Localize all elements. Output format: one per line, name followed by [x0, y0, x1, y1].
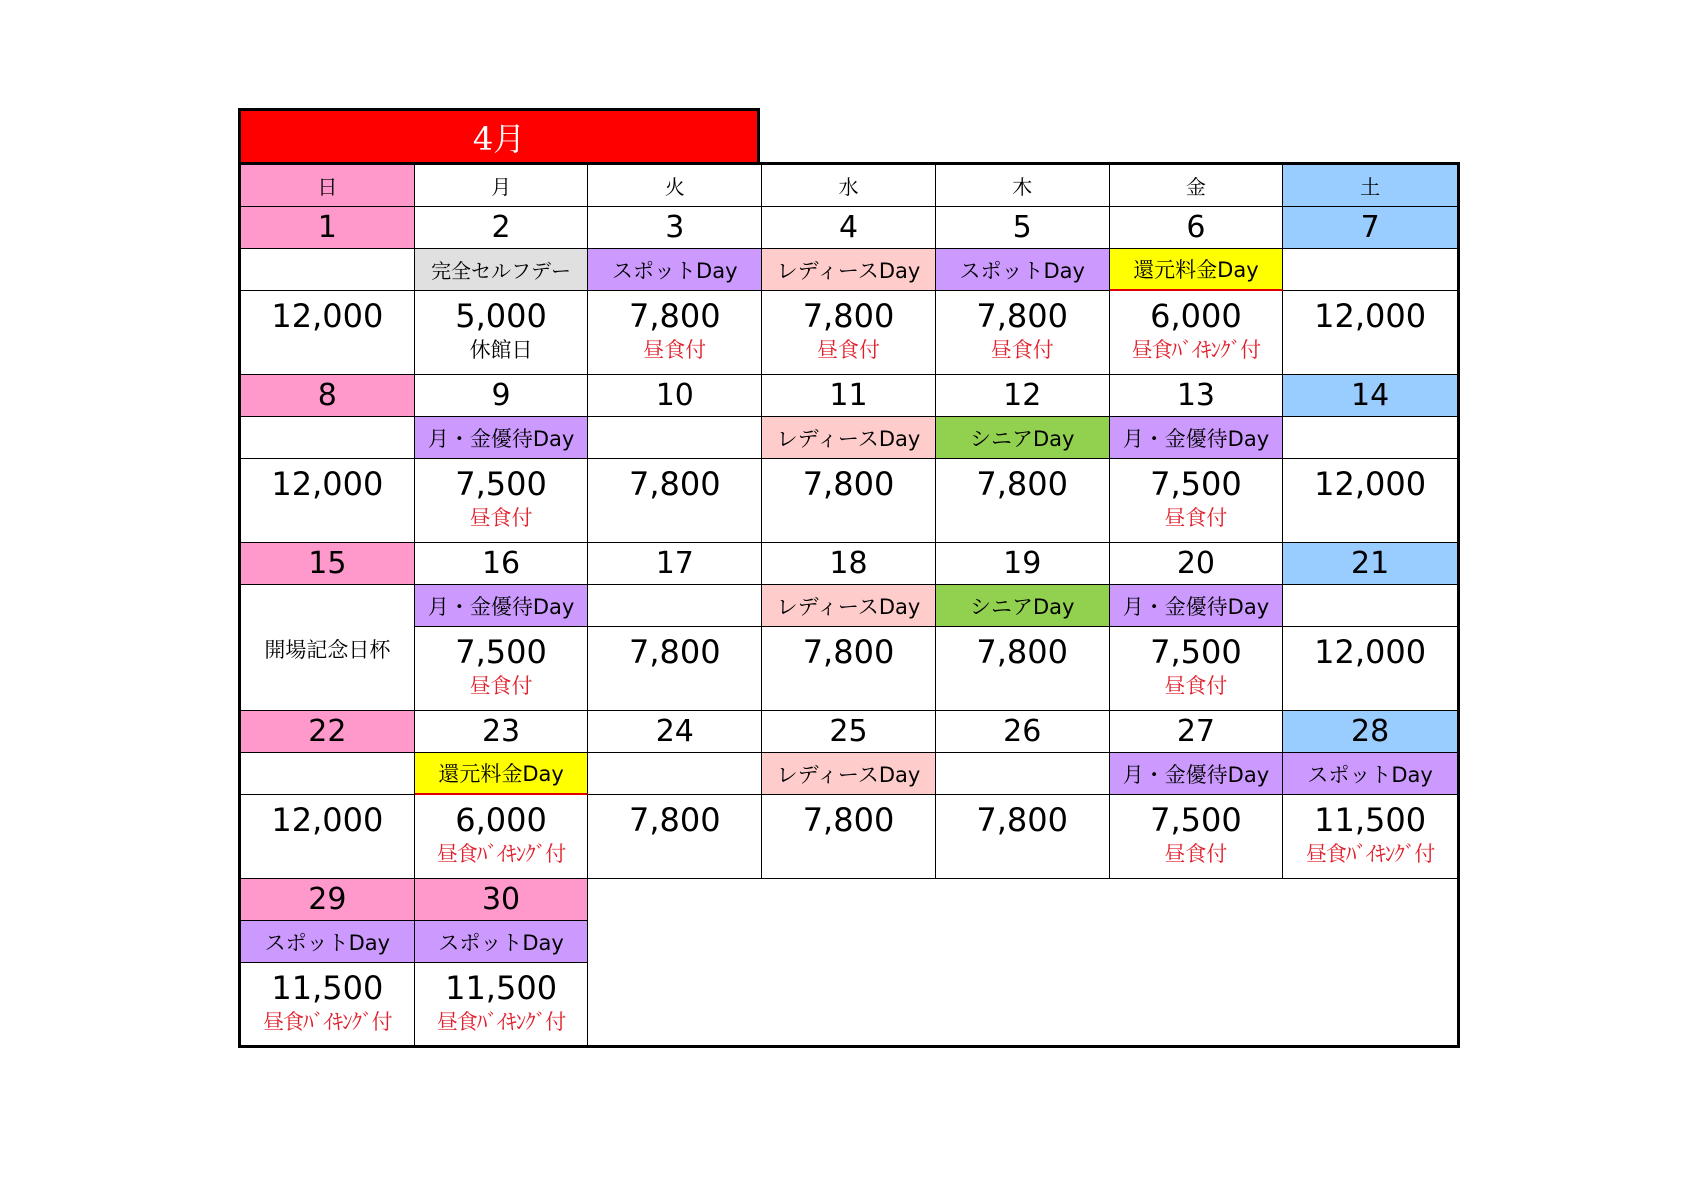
price-cell-14 [1283, 459, 1457, 543]
empty-cell [936, 879, 1110, 921]
price-28: 11,500 [1314, 801, 1427, 839]
label-26 [936, 753, 1110, 795]
calendar-grid [241, 165, 1457, 1045]
price-cell-8 [241, 459, 415, 543]
weekday-wed: 水 [762, 165, 936, 207]
label-5: スポットDay [936, 249, 1110, 291]
label-19: シニアDay [936, 585, 1110, 627]
label-23: 還元料金Day [415, 753, 589, 795]
date-19: 19 [936, 543, 1110, 585]
empty-cell [1110, 921, 1284, 963]
price-cell-10 [588, 459, 762, 543]
price-cell-24 [588, 795, 762, 879]
note-4: 昼食付 [816, 338, 880, 362]
label-1 [241, 249, 415, 291]
label-2: 完全セルフデー [415, 249, 589, 291]
label-11: レディースDay [762, 417, 936, 459]
date-7: 7 [1283, 207, 1457, 249]
label-22 [241, 753, 415, 795]
date-24: 24 [588, 711, 762, 753]
price-cell-17 [588, 627, 762, 711]
empty-cell [1110, 963, 1284, 1047]
weekday-thu: 木 [936, 165, 1110, 207]
date-21: 21 [1283, 543, 1457, 585]
empty-cell [936, 921, 1110, 963]
label-7 [1283, 249, 1457, 291]
date-8: 8 [241, 375, 415, 417]
event-cell-15 [241, 585, 415, 711]
price-cell-1 [241, 291, 415, 375]
date-1: 1 [241, 207, 415, 249]
date-25: 25 [762, 711, 936, 753]
date-11: 11 [762, 375, 936, 417]
price-17: 7,800 [628, 633, 721, 671]
date-12: 12 [936, 375, 1110, 417]
date-17: 17 [588, 543, 762, 585]
price-3: 7,800 [628, 297, 721, 335]
empty-cell [1283, 963, 1457, 1047]
label-25: レディースDay [762, 753, 936, 795]
empty-cell [936, 963, 1110, 1047]
price-cell-30 [415, 963, 589, 1047]
price-cell-25 [762, 795, 936, 879]
price-2: 5,000 [455, 297, 547, 335]
date-27: 27 [1110, 711, 1284, 753]
price-6: 6,000 [1150, 297, 1242, 335]
price-24: 7,800 [628, 801, 721, 839]
date-6: 6 [1110, 207, 1284, 249]
weekday-sat: 土 [1283, 165, 1457, 207]
price-cell-29 [241, 963, 415, 1047]
label-6: 還元料金Day [1110, 249, 1284, 291]
date-16: 16 [415, 543, 589, 585]
price-cell-22 [241, 795, 415, 879]
price-10: 7,800 [628, 465, 721, 503]
price-cell-9 [415, 459, 589, 543]
label-8 [241, 417, 415, 459]
event-label-15: 開場記念日杯 [264, 637, 391, 662]
date-26: 26 [936, 711, 1110, 753]
price-11: 7,800 [802, 465, 895, 503]
price-22: 12,000 [271, 801, 384, 839]
price-cell-16 [415, 627, 589, 711]
price-cell-3 [588, 291, 762, 375]
note-16: 昼食付 [469, 674, 533, 698]
date-4: 4 [762, 207, 936, 249]
label-3: スポットDay [588, 249, 762, 291]
date-23: 23 [415, 711, 589, 753]
price-9: 7,500 [455, 465, 547, 503]
calendar-title-text: 4月 [472, 119, 526, 158]
label-29: スポットDay [241, 921, 415, 963]
date-15: 15 [241, 543, 415, 585]
note-28: 昼食ﾊﾞｲｷﾝｸﾞ付 [1305, 842, 1435, 866]
price-30: 11,500 [445, 969, 558, 1007]
label-9: 月・金優待Day [415, 417, 589, 459]
empty-cell [588, 963, 762, 1047]
price-1: 12,000 [271, 297, 384, 335]
price-23: 6,000 [455, 801, 547, 839]
date-28: 28 [1283, 711, 1457, 753]
date-3: 3 [588, 207, 762, 249]
price-20: 7,500 [1150, 633, 1242, 671]
date-18: 18 [762, 543, 936, 585]
label-13: 月・金優待Day [1110, 417, 1284, 459]
date-13: 13 [1110, 375, 1284, 417]
label-16: 月・金優待Day [415, 585, 589, 627]
calendar-title [238, 108, 760, 162]
label-14 [1283, 417, 1457, 459]
price-cell-21 [1283, 627, 1457, 711]
price-16: 7,500 [455, 633, 547, 671]
label-12: シニアDay [936, 417, 1110, 459]
date-2: 2 [415, 207, 589, 249]
note-3: 昼食付 [643, 338, 707, 362]
note-5: 昼食付 [990, 338, 1054, 362]
price-cell-12 [936, 459, 1110, 543]
price-cell-27 [1110, 795, 1284, 879]
price-cell-28 [1283, 795, 1457, 879]
date-22: 22 [241, 711, 415, 753]
weekday-mon: 月 [415, 165, 589, 207]
price-21: 12,000 [1314, 633, 1427, 671]
price-14: 12,000 [1314, 465, 1427, 503]
note-20: 昼食付 [1164, 674, 1228, 698]
note-9: 昼食付 [469, 506, 533, 530]
price-19: 7,800 [976, 633, 1068, 671]
label-30: スポットDay [415, 921, 589, 963]
price-13: 7,500 [1150, 465, 1242, 503]
price-cell-4 [762, 291, 936, 375]
price-cell-2 [415, 291, 589, 375]
price-cell-5 [936, 291, 1110, 375]
price-cell-18 [762, 627, 936, 711]
date-9: 9 [415, 375, 589, 417]
price-4: 7,800 [802, 297, 895, 335]
label-21 [1283, 585, 1457, 627]
price-cell-6 [1110, 291, 1284, 375]
date-5: 5 [936, 207, 1110, 249]
note-27: 昼食付 [1164, 842, 1228, 866]
note-6: 昼食ﾊﾞｲｷﾝｸﾞ付 [1131, 338, 1261, 362]
price-cell-11 [762, 459, 936, 543]
price-5: 7,800 [976, 297, 1068, 335]
note-29: 昼食ﾊﾞｲｷﾝｸﾞ付 [263, 1010, 392, 1034]
label-27: 月・金優待Day [1110, 753, 1284, 795]
price-cell-26 [936, 795, 1110, 879]
price-12: 7,800 [976, 465, 1068, 503]
empty-cell [762, 921, 936, 963]
price-26: 7,800 [976, 801, 1068, 839]
weekday-tue: 火 [588, 165, 762, 207]
price-25: 7,800 [802, 801, 895, 839]
date-29: 29 [241, 879, 415, 921]
label-4: レディースDay [762, 249, 936, 291]
label-17 [588, 585, 762, 627]
price-18: 7,800 [802, 633, 895, 671]
label-18: レディースDay [762, 585, 936, 627]
price-27: 7,500 [1150, 801, 1242, 839]
price-8: 12,000 [271, 465, 384, 503]
price-cell-13 [1110, 459, 1284, 543]
price-29: 11,500 [271, 969, 384, 1007]
date-30: 30 [415, 879, 589, 921]
label-24 [588, 753, 762, 795]
price-cell-7 [1283, 291, 1457, 375]
label-28: スポットDay [1283, 753, 1457, 795]
price-7: 12,000 [1314, 297, 1427, 335]
empty-cell [1110, 879, 1284, 921]
label-20: 月・金優待Day [1110, 585, 1284, 627]
price-cell-23 [415, 795, 589, 879]
empty-cell [762, 963, 936, 1047]
date-14: 14 [1283, 375, 1457, 417]
date-20: 20 [1110, 543, 1284, 585]
price-cell-19 [936, 627, 1110, 711]
weekday-fri: 金 [1110, 165, 1284, 207]
note-23: 昼食ﾊﾞｲｷﾝｸﾞ付 [436, 842, 566, 866]
weekday-sun: 日 [241, 165, 415, 207]
date-10: 10 [588, 375, 762, 417]
price-cell-20 [1110, 627, 1284, 711]
empty-cell [588, 921, 762, 963]
label-10 [588, 417, 762, 459]
empty-cell [588, 879, 762, 921]
note-13: 昼食付 [1164, 506, 1228, 530]
empty-cell [1283, 921, 1457, 963]
note-30: 昼食ﾊﾞｲｷﾝｸﾞ付 [436, 1010, 566, 1034]
empty-cell [762, 879, 936, 921]
calendar-table [238, 162, 1460, 1048]
empty-cell [1283, 879, 1457, 921]
note-2: 休館日 [469, 338, 533, 362]
